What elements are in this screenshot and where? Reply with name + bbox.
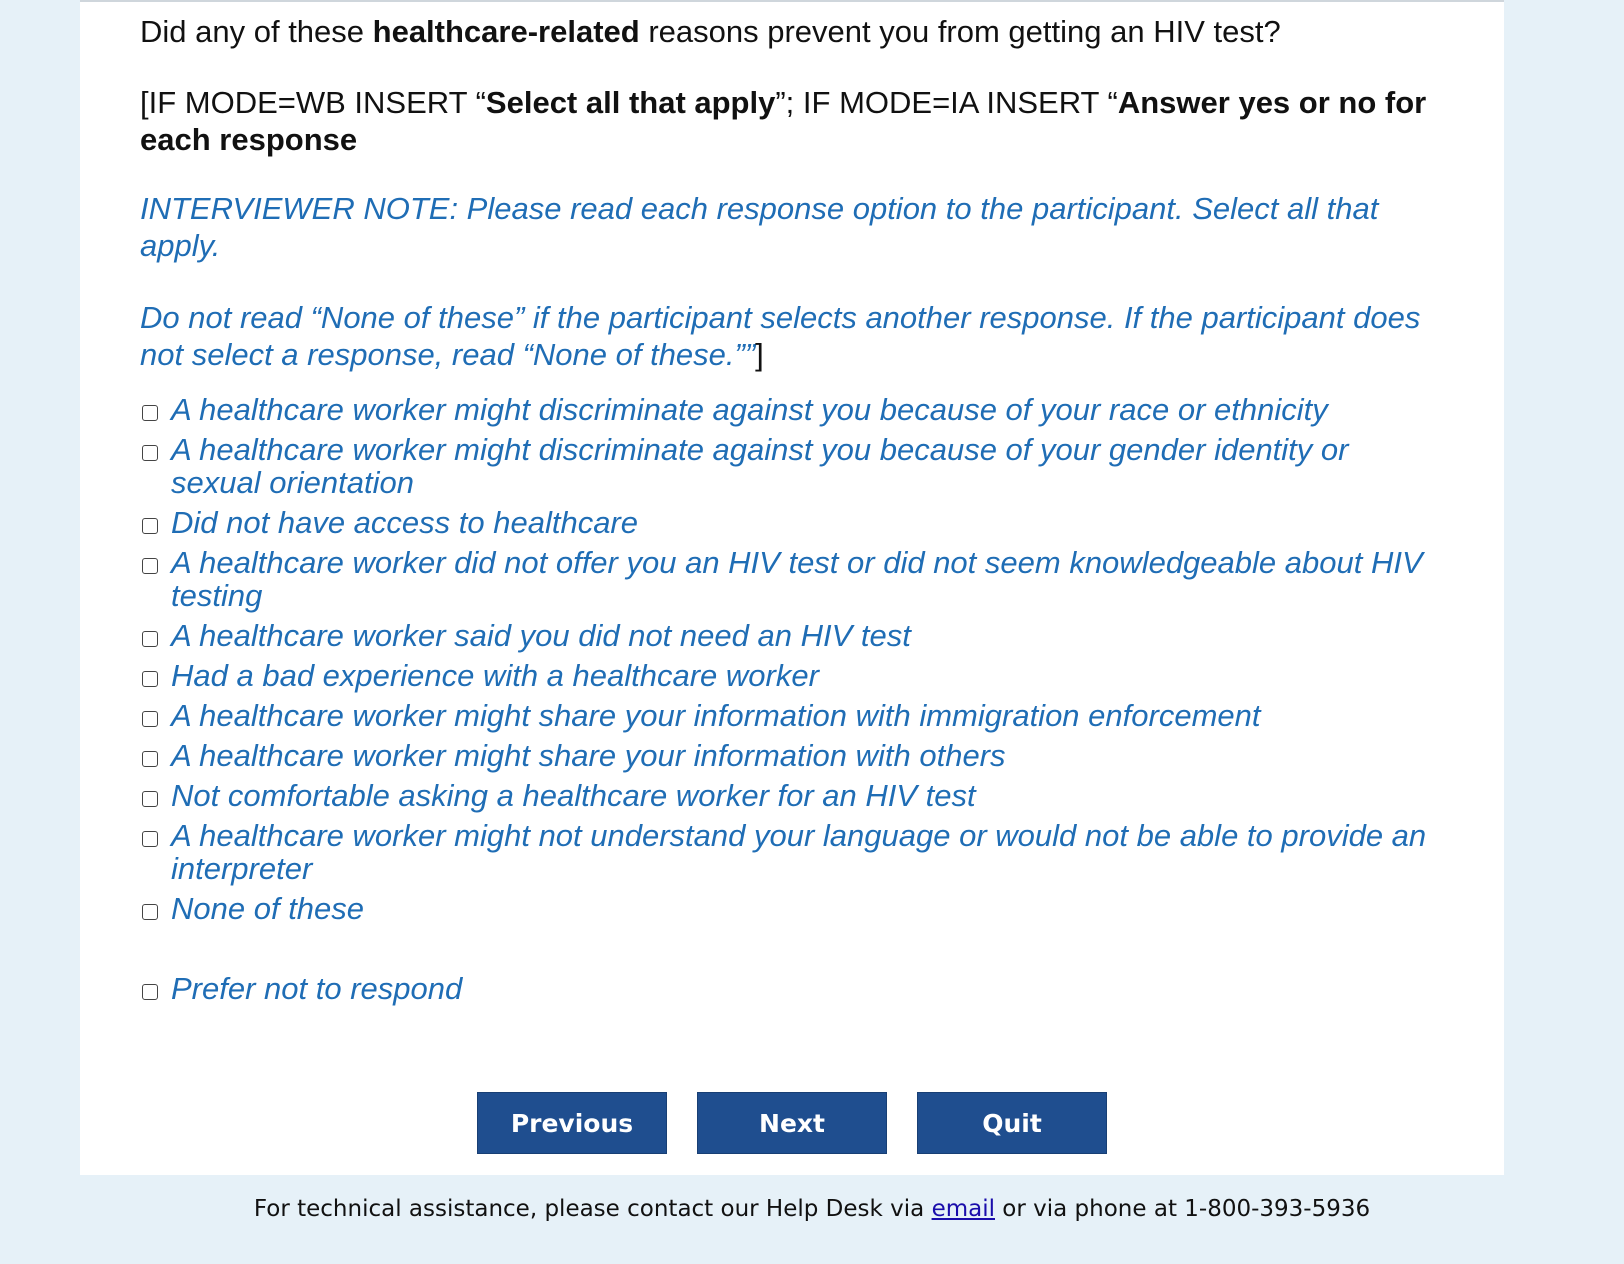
response-options xyxy=(140,393,1430,1012)
help-desk-footer xyxy=(0,1196,1624,1222)
option-label[interactable]: A healthcare worker might not understand your language or would not be able to provide an interpreter xyxy=(171,818,1427,886)
option-label[interactable]: A healthcare worker might discriminate against you because of your race or ethnicity xyxy=(171,392,1328,427)
option-label[interactable]: None of these xyxy=(171,891,365,926)
quit-button[interactable]: Quit xyxy=(917,1092,1107,1154)
option-checkbox[interactable] xyxy=(142,558,158,574)
option-label[interactable]: A healthcare worker might share your information with others xyxy=(171,738,1006,773)
option-checkbox[interactable] xyxy=(142,751,158,767)
option-checkbox[interactable] xyxy=(142,984,158,1000)
option-checkbox[interactable] xyxy=(142,904,158,920)
interviewer-note-none xyxy=(140,299,1430,373)
instruction-close-bracket: ] xyxy=(755,337,764,372)
question-text xyxy=(140,12,1430,52)
email-link[interactable]: email xyxy=(931,1196,995,1222)
option-label[interactable]: A healthcare worker did not offer you an HIV test or did not seem knowledgeable about HIV testing xyxy=(171,545,1423,613)
option-label[interactable]: Had a bad experience with a healthcare worker xyxy=(171,658,819,693)
question-text-end: reasons prevent you from getting an HIV test? xyxy=(639,14,1281,49)
option-checkbox[interactable] xyxy=(142,445,158,461)
option-checkbox[interactable] xyxy=(142,671,158,687)
option-item[interactable] xyxy=(140,433,1430,506)
previous-button[interactable]: Previous xyxy=(477,1092,667,1154)
question-text-start: Did any of these xyxy=(140,14,373,49)
option-label[interactable]: Not comfortable asking a healthcare worker for an HIV test xyxy=(171,778,976,813)
option-item-prefer-not[interactable] xyxy=(140,972,1430,1012)
option-label[interactable]: Did not have access to healthcare xyxy=(171,505,638,540)
option-item[interactable] xyxy=(140,393,1430,433)
option-checkbox[interactable] xyxy=(142,711,158,727)
option-checkbox[interactable] xyxy=(142,831,158,847)
option-label[interactable]: A healthcare worker might share your information with immigration enforcement xyxy=(171,698,1261,733)
option-item[interactable] xyxy=(140,699,1430,739)
question-text-bold: healthcare-related xyxy=(372,14,640,49)
option-item[interactable] xyxy=(140,739,1430,779)
option-checkbox[interactable] xyxy=(142,791,158,807)
footer-text-end: or via phone at 1-800-393-5936 xyxy=(995,1196,1371,1222)
option-item[interactable] xyxy=(140,619,1430,659)
option-checkbox[interactable] xyxy=(142,631,158,647)
option-item[interactable] xyxy=(140,506,1430,546)
question-content xyxy=(140,2,1430,1012)
mode-instruction xyxy=(140,84,1430,158)
instruction-bold-1: Select all that apply xyxy=(485,85,776,120)
footer-text-start: For technical assistance, please contact our Help Desk via xyxy=(253,1196,932,1222)
next-button[interactable]: Next xyxy=(697,1092,887,1154)
option-label[interactable]: A healthcare worker said you did not need an HIV test xyxy=(171,618,911,653)
option-label[interactable]: Prefer not to respond xyxy=(171,971,463,1006)
instruction-part-1: [IF MODE=WB INSERT “ xyxy=(140,85,486,120)
option-item-none[interactable] xyxy=(140,892,1430,932)
instruction-bold-2: Answer yes or no for each response xyxy=(140,85,1427,157)
option-label[interactable]: A healthcare worker might discriminate against you because of your gender identity or sexual orientation xyxy=(171,432,1349,500)
option-item[interactable] xyxy=(140,546,1430,619)
interviewer-note-none-text: Do not read “None of these” if the participant selects another response. If the participant does not select a response, read “None of these.”” xyxy=(140,300,1421,372)
instruction-part-2: ”; IF MODE=IA INSERT “ xyxy=(775,85,1118,120)
survey-card xyxy=(80,0,1504,1175)
option-item[interactable] xyxy=(140,779,1430,819)
option-checkbox[interactable] xyxy=(142,518,158,534)
option-item[interactable] xyxy=(140,819,1430,892)
option-item[interactable] xyxy=(140,659,1430,699)
option-checkbox[interactable] xyxy=(142,405,158,421)
navigation-buttons xyxy=(477,1092,1107,1154)
interviewer-note: INTERVIEWER NOTE: Please read each response option to the participant. Select all that apply. xyxy=(140,191,1379,263)
